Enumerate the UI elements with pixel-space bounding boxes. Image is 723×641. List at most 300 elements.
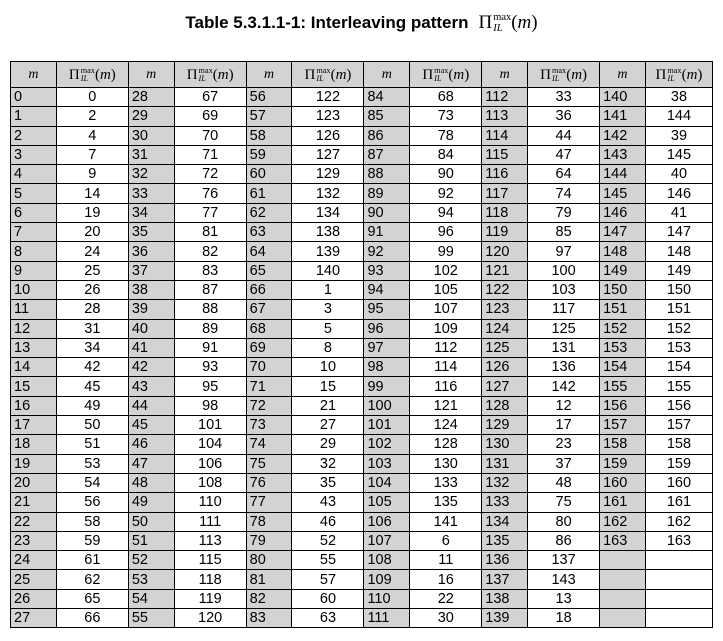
cell-interleaved-index: 64 xyxy=(528,165,600,184)
cell-m: 148 xyxy=(600,242,646,261)
cell-m: 91 xyxy=(364,223,410,242)
cell-interleaved-index: 143 xyxy=(528,570,600,589)
column-header-m: m xyxy=(600,62,646,88)
cell-m: 146 xyxy=(600,203,646,222)
cell-interleaved-index: 94 xyxy=(410,203,482,222)
cell-m: 78 xyxy=(246,512,292,531)
cell-interleaved-index: 100 xyxy=(528,261,600,280)
cell-interleaved-index: 123 xyxy=(292,107,364,126)
cell-m: 132 xyxy=(482,473,528,492)
cell-m: 9 xyxy=(11,261,57,280)
cell-m: 163 xyxy=(600,531,646,550)
cell-m: 74 xyxy=(246,435,292,454)
cell-m: 35 xyxy=(128,223,174,242)
cell-m: 124 xyxy=(482,319,528,338)
table-caption xyxy=(0,10,723,36)
cell-m: 63 xyxy=(246,223,292,242)
cell-interleaved-index: 101 xyxy=(174,416,246,435)
table-row xyxy=(11,454,713,473)
cell-interleaved-index: 27 xyxy=(292,416,364,435)
cell-interleaved-index: 132 xyxy=(292,184,364,203)
cell-interleaved-index: 107 xyxy=(410,300,482,319)
cell-m: 99 xyxy=(364,377,410,396)
table-row xyxy=(11,319,713,338)
cell-interleaved-index: 157 xyxy=(645,416,712,435)
cell-interleaved-index: 61 xyxy=(56,551,128,570)
cell-interleaved-index: 62 xyxy=(56,570,128,589)
cell-interleaved-index: 25 xyxy=(56,261,128,280)
cell-m: 136 xyxy=(482,551,528,570)
cell-interleaved-index: 144 xyxy=(645,107,712,126)
cell-interleaved-index: 152 xyxy=(645,319,712,338)
cell-interleaved-index: 88 xyxy=(174,300,246,319)
cell-interleaved-index: 108 xyxy=(174,473,246,492)
cell-interleaved-index: 81 xyxy=(174,223,246,242)
table-row xyxy=(11,107,713,126)
cell-m: 125 xyxy=(482,338,528,357)
cell-interleaved-index: 15 xyxy=(292,377,364,396)
cell-m: 46 xyxy=(128,435,174,454)
cell-interleaved-index: 79 xyxy=(528,203,600,222)
column-header-interleaved-index: Π max IL (m) xyxy=(56,62,128,88)
cell-m: 115 xyxy=(482,145,528,164)
cell-interleaved-index: 30 xyxy=(410,609,482,628)
cell-interleaved-index: 98 xyxy=(174,396,246,415)
cell-m: 121 xyxy=(482,261,528,280)
cell-m: 120 xyxy=(482,242,528,261)
cell-interleaved-index: 65 xyxy=(56,589,128,608)
cell-m: 6 xyxy=(11,203,57,222)
cell-m: 57 xyxy=(246,107,292,126)
cell-m: 27 xyxy=(11,609,57,628)
table-body xyxy=(11,88,713,628)
cell-m: 114 xyxy=(482,126,528,145)
cell-interleaved-index: 138 xyxy=(292,223,364,242)
cell-m: 40 xyxy=(128,319,174,338)
cell-interleaved-index: 92 xyxy=(410,184,482,203)
cell-interleaved-index: 96 xyxy=(410,223,482,242)
cell-interleaved-index: 91 xyxy=(174,338,246,357)
cell-m: 138 xyxy=(482,589,528,608)
cell-interleaved-index: 54 xyxy=(56,473,128,492)
cell-m: 22 xyxy=(11,512,57,531)
cell-m: 113 xyxy=(482,107,528,126)
cell-interleaved-index: 116 xyxy=(410,377,482,396)
cell-interleaved-index: 112 xyxy=(410,338,482,357)
cell-interleaved-index: 63 xyxy=(292,609,364,628)
cell-interleaved-index: 4 xyxy=(56,126,128,145)
cell-m: 72 xyxy=(246,396,292,415)
cell-interleaved-index: 46 xyxy=(292,512,364,531)
cell-interleaved-index: 35 xyxy=(292,473,364,492)
cell-interleaved-index: 5 xyxy=(292,319,364,338)
table-row xyxy=(11,531,713,550)
cell-interleaved-index: 67 xyxy=(174,88,246,107)
cell-interleaved-index xyxy=(645,589,712,608)
column-header-m: m xyxy=(246,62,292,88)
cell-interleaved-index: 109 xyxy=(410,319,482,338)
cell-m: 106 xyxy=(364,512,410,531)
cell-interleaved-index: 153 xyxy=(645,338,712,357)
cell-interleaved-index: 156 xyxy=(645,396,712,415)
cell-interleaved-index xyxy=(645,570,712,589)
cell-interleaved-index: 151 xyxy=(645,300,712,319)
table-row xyxy=(11,589,713,608)
table-row xyxy=(11,242,713,261)
cell-m: 102 xyxy=(364,435,410,454)
cell-m: 155 xyxy=(600,377,646,396)
cell-m: 52 xyxy=(128,551,174,570)
cell-interleaved-index: 31 xyxy=(56,319,128,338)
cell-interleaved-index: 78 xyxy=(410,126,482,145)
cell-m: 81 xyxy=(246,570,292,589)
cell-m: 96 xyxy=(364,319,410,338)
cell-interleaved-index: 38 xyxy=(645,88,712,107)
cell-m: 80 xyxy=(246,551,292,570)
column-header-m: m xyxy=(11,62,57,88)
cell-m: 82 xyxy=(246,589,292,608)
cell-interleaved-index: 37 xyxy=(528,454,600,473)
cell-interleaved-index: 48 xyxy=(528,473,600,492)
cell-interleaved-index: 129 xyxy=(292,165,364,184)
cell-m: 109 xyxy=(364,570,410,589)
cell-m: 107 xyxy=(364,531,410,550)
cell-interleaved-index: 43 xyxy=(292,493,364,512)
cell-m: 8 xyxy=(11,242,57,261)
cell-interleaved-index: 84 xyxy=(410,145,482,164)
cell-m: 85 xyxy=(364,107,410,126)
cell-interleaved-index: 146 xyxy=(645,184,712,203)
cell-m: 19 xyxy=(11,454,57,473)
cell-m: 20 xyxy=(11,473,57,492)
cell-m: 88 xyxy=(364,165,410,184)
cell-interleaved-index: 141 xyxy=(410,512,482,531)
cell-m: 117 xyxy=(482,184,528,203)
cell-m: 14 xyxy=(11,358,57,377)
cell-m: 101 xyxy=(364,416,410,435)
cell-interleaved-index: 133 xyxy=(410,473,482,492)
header-row xyxy=(11,62,713,88)
cell-m: 100 xyxy=(364,396,410,415)
cell-m: 7 xyxy=(11,223,57,242)
table-row xyxy=(11,261,713,280)
cell-interleaved-index: 82 xyxy=(174,242,246,261)
table-row xyxy=(11,223,713,242)
cell-m: 134 xyxy=(482,512,528,531)
cell-interleaved-index: 69 xyxy=(174,107,246,126)
table-row xyxy=(11,609,713,628)
cell-m: 153 xyxy=(600,338,646,357)
cell-interleaved-index: 11 xyxy=(410,551,482,570)
cell-interleaved-index: 19 xyxy=(56,203,128,222)
cell-m: 150 xyxy=(600,280,646,299)
cell-interleaved-index: 135 xyxy=(410,493,482,512)
table-row xyxy=(11,165,713,184)
table-row xyxy=(11,203,713,222)
cell-m: 23 xyxy=(11,531,57,550)
cell-interleaved-index: 83 xyxy=(174,261,246,280)
cell-m: 59 xyxy=(246,145,292,164)
cell-m: 97 xyxy=(364,338,410,357)
column-header-m: m xyxy=(128,62,174,88)
cell-interleaved-index: 97 xyxy=(528,242,600,261)
cell-m: 31 xyxy=(128,145,174,164)
cell-interleaved-index: 1 xyxy=(292,280,364,299)
table-row xyxy=(11,184,713,203)
cell-interleaved-index: 139 xyxy=(292,242,364,261)
table-row xyxy=(11,280,713,299)
cell-interleaved-index: 55 xyxy=(292,551,364,570)
cell-m: 28 xyxy=(128,88,174,107)
cell-m: 89 xyxy=(364,184,410,203)
table-row xyxy=(11,551,713,570)
cell-m: 142 xyxy=(600,126,646,145)
cell-m: 2 xyxy=(11,126,57,145)
cell-interleaved-index: 21 xyxy=(292,396,364,415)
cell-m: 92 xyxy=(364,242,410,261)
table-row xyxy=(11,338,713,357)
cell-interleaved-index: 127 xyxy=(292,145,364,164)
cell-interleaved-index: 115 xyxy=(174,551,246,570)
cell-interleaved-index: 36 xyxy=(528,107,600,126)
cell-m: 95 xyxy=(364,300,410,319)
cell-interleaved-index: 70 xyxy=(174,126,246,145)
cell-m: 17 xyxy=(11,416,57,435)
cell-interleaved-index: 2 xyxy=(56,107,128,126)
cell-interleaved-index: 72 xyxy=(174,165,246,184)
cell-interleaved-index: 34 xyxy=(56,338,128,357)
cell-interleaved-index: 66 xyxy=(56,609,128,628)
cell-interleaved-index: 128 xyxy=(410,435,482,454)
cell-m: 111 xyxy=(364,609,410,628)
table-row xyxy=(11,435,713,454)
cell-m: 133 xyxy=(482,493,528,512)
cell-m: 129 xyxy=(482,416,528,435)
column-header-interleaved-index: Π max IL (m) xyxy=(645,62,712,88)
cell-interleaved-index: 50 xyxy=(56,416,128,435)
cell-interleaved-index: 0 xyxy=(56,88,128,107)
cell-m: 61 xyxy=(246,184,292,203)
cell-m: 110 xyxy=(364,589,410,608)
cell-interleaved-index: 120 xyxy=(174,609,246,628)
cell-m: 75 xyxy=(246,454,292,473)
cell-m: 93 xyxy=(364,261,410,280)
cell-m xyxy=(600,570,646,589)
cell-interleaved-index: 162 xyxy=(645,512,712,531)
cell-interleaved-index: 47 xyxy=(528,145,600,164)
cell-interleaved-index: 80 xyxy=(528,512,600,531)
cell-interleaved-index: 76 xyxy=(174,184,246,203)
cell-interleaved-index: 161 xyxy=(645,493,712,512)
cell-m: 64 xyxy=(246,242,292,261)
cell-m: 10 xyxy=(11,280,57,299)
cell-m: 157 xyxy=(600,416,646,435)
cell-m: 108 xyxy=(364,551,410,570)
cell-m: 15 xyxy=(11,377,57,396)
cell-m: 24 xyxy=(11,551,57,570)
cell-interleaved-index: 71 xyxy=(174,145,246,164)
cell-m: 39 xyxy=(128,300,174,319)
cell-interleaved-index: 106 xyxy=(174,454,246,473)
cell-interleaved-index: 14 xyxy=(56,184,128,203)
cell-m: 66 xyxy=(246,280,292,299)
cell-interleaved-index: 20 xyxy=(56,223,128,242)
cell-m: 156 xyxy=(600,396,646,415)
cell-interleaved-index: 49 xyxy=(56,396,128,415)
table-row xyxy=(11,473,713,492)
cell-interleaved-index: 134 xyxy=(292,203,364,222)
cell-m: 162 xyxy=(600,512,646,531)
cell-m: 1 xyxy=(11,107,57,126)
cell-interleaved-index: 114 xyxy=(410,358,482,377)
cell-interleaved-index: 22 xyxy=(410,589,482,608)
cell-m: 34 xyxy=(128,203,174,222)
cell-m: 38 xyxy=(128,280,174,299)
cell-m: 53 xyxy=(128,570,174,589)
cell-m: 56 xyxy=(246,88,292,107)
cell-m: 47 xyxy=(128,454,174,473)
cell-m: 54 xyxy=(128,589,174,608)
cell-interleaved-index: 42 xyxy=(56,358,128,377)
cell-m: 131 xyxy=(482,454,528,473)
cell-m: 86 xyxy=(364,126,410,145)
cell-m: 0 xyxy=(11,88,57,107)
cell-m: 71 xyxy=(246,377,292,396)
cell-m: 49 xyxy=(128,493,174,512)
cell-m: 130 xyxy=(482,435,528,454)
table-row xyxy=(11,126,713,145)
cell-m: 55 xyxy=(128,609,174,628)
cell-m: 144 xyxy=(600,165,646,184)
cell-m: 90 xyxy=(364,203,410,222)
interleaving-symbol: Π max IL (m) xyxy=(478,12,538,34)
table-row xyxy=(11,145,713,164)
cell-interleaved-index: 131 xyxy=(528,338,600,357)
cell-m: 60 xyxy=(246,165,292,184)
cell-m: 65 xyxy=(246,261,292,280)
cell-m: 48 xyxy=(128,473,174,492)
cell-m xyxy=(600,551,646,570)
cell-m: 151 xyxy=(600,300,646,319)
table-caption-text: Table 5.3.1.1-1: Interleaving pattern xyxy=(185,13,469,32)
cell-interleaved-index: 104 xyxy=(174,435,246,454)
cell-m: 105 xyxy=(364,493,410,512)
cell-m: 76 xyxy=(246,473,292,492)
cell-m: 161 xyxy=(600,493,646,512)
cell-interleaved-index: 52 xyxy=(292,531,364,550)
cell-interleaved-index: 53 xyxy=(56,454,128,473)
cell-m: 62 xyxy=(246,203,292,222)
cell-m: 41 xyxy=(128,338,174,357)
cell-interleaved-index: 137 xyxy=(528,551,600,570)
cell-interleaved-index: 13 xyxy=(528,589,600,608)
cell-m: 26 xyxy=(11,589,57,608)
column-header-interleaved-index: Π max IL (m) xyxy=(528,62,600,88)
cell-interleaved-index: 56 xyxy=(56,493,128,512)
cell-interleaved-index: 118 xyxy=(174,570,246,589)
cell-m: 127 xyxy=(482,377,528,396)
cell-m: 30 xyxy=(128,126,174,145)
cell-interleaved-index: 126 xyxy=(292,126,364,145)
cell-m: 154 xyxy=(600,358,646,377)
cell-m: 44 xyxy=(128,396,174,415)
cell-interleaved-index: 90 xyxy=(410,165,482,184)
cell-interleaved-index: 154 xyxy=(645,358,712,377)
cell-interleaved-index: 28 xyxy=(56,300,128,319)
cell-m: 36 xyxy=(128,242,174,261)
cell-m: 32 xyxy=(128,165,174,184)
cell-interleaved-index: 149 xyxy=(645,261,712,280)
cell-m: 123 xyxy=(482,300,528,319)
cell-interleaved-index: 89 xyxy=(174,319,246,338)
cell-interleaved-index xyxy=(645,609,712,628)
cell-m: 58 xyxy=(246,126,292,145)
cell-m: 25 xyxy=(11,570,57,589)
cell-interleaved-index: 150 xyxy=(645,280,712,299)
cell-m: 149 xyxy=(600,261,646,280)
cell-m: 94 xyxy=(364,280,410,299)
cell-interleaved-index: 158 xyxy=(645,435,712,454)
cell-m: 33 xyxy=(128,184,174,203)
interleaving-pattern-table xyxy=(10,61,713,628)
cell-m: 37 xyxy=(128,261,174,280)
cell-m: 104 xyxy=(364,473,410,492)
cell-interleaved-index: 45 xyxy=(56,377,128,396)
cell-m: 5 xyxy=(11,184,57,203)
cell-interleaved-index: 60 xyxy=(292,589,364,608)
cell-interleaved-index: 57 xyxy=(292,570,364,589)
column-header-interleaved-index: Π max IL (m) xyxy=(410,62,482,88)
cell-m: 135 xyxy=(482,531,528,550)
cell-interleaved-index: 99 xyxy=(410,242,482,261)
cell-interleaved-index: 102 xyxy=(410,261,482,280)
cell-m: 145 xyxy=(600,184,646,203)
cell-interleaved-index: 77 xyxy=(174,203,246,222)
cell-m: 84 xyxy=(364,88,410,107)
table-row xyxy=(11,570,713,589)
cell-interleaved-index: 44 xyxy=(528,126,600,145)
cell-m: 68 xyxy=(246,319,292,338)
cell-m: 21 xyxy=(11,493,57,512)
cell-interleaved-index: 59 xyxy=(56,531,128,550)
cell-interleaved-index: 136 xyxy=(528,358,600,377)
cell-m xyxy=(600,609,646,628)
cell-m: 11 xyxy=(11,300,57,319)
cell-interleaved-index: 125 xyxy=(528,319,600,338)
table-row xyxy=(11,416,713,435)
cell-interleaved-index: 40 xyxy=(645,165,712,184)
cell-interleaved-index: 16 xyxy=(410,570,482,589)
cell-m: 69 xyxy=(246,338,292,357)
cell-interleaved-index: 121 xyxy=(410,396,482,415)
cell-m: 50 xyxy=(128,512,174,531)
cell-interleaved-index: 10 xyxy=(292,358,364,377)
cell-interleaved-index: 29 xyxy=(292,435,364,454)
cell-interleaved-index: 145 xyxy=(645,145,712,164)
cell-m: 70 xyxy=(246,358,292,377)
cell-interleaved-index: 155 xyxy=(645,377,712,396)
cell-m: 159 xyxy=(600,454,646,473)
cell-m: 13 xyxy=(11,338,57,357)
column-header-interleaved-index: Π max IL (m) xyxy=(292,62,364,88)
cell-m: 87 xyxy=(364,145,410,164)
cell-interleaved-index: 24 xyxy=(56,242,128,261)
cell-interleaved-index: 32 xyxy=(292,454,364,473)
cell-m: 118 xyxy=(482,203,528,222)
cell-m: 128 xyxy=(482,396,528,415)
cell-m: 43 xyxy=(128,377,174,396)
cell-interleaved-index: 160 xyxy=(645,473,712,492)
